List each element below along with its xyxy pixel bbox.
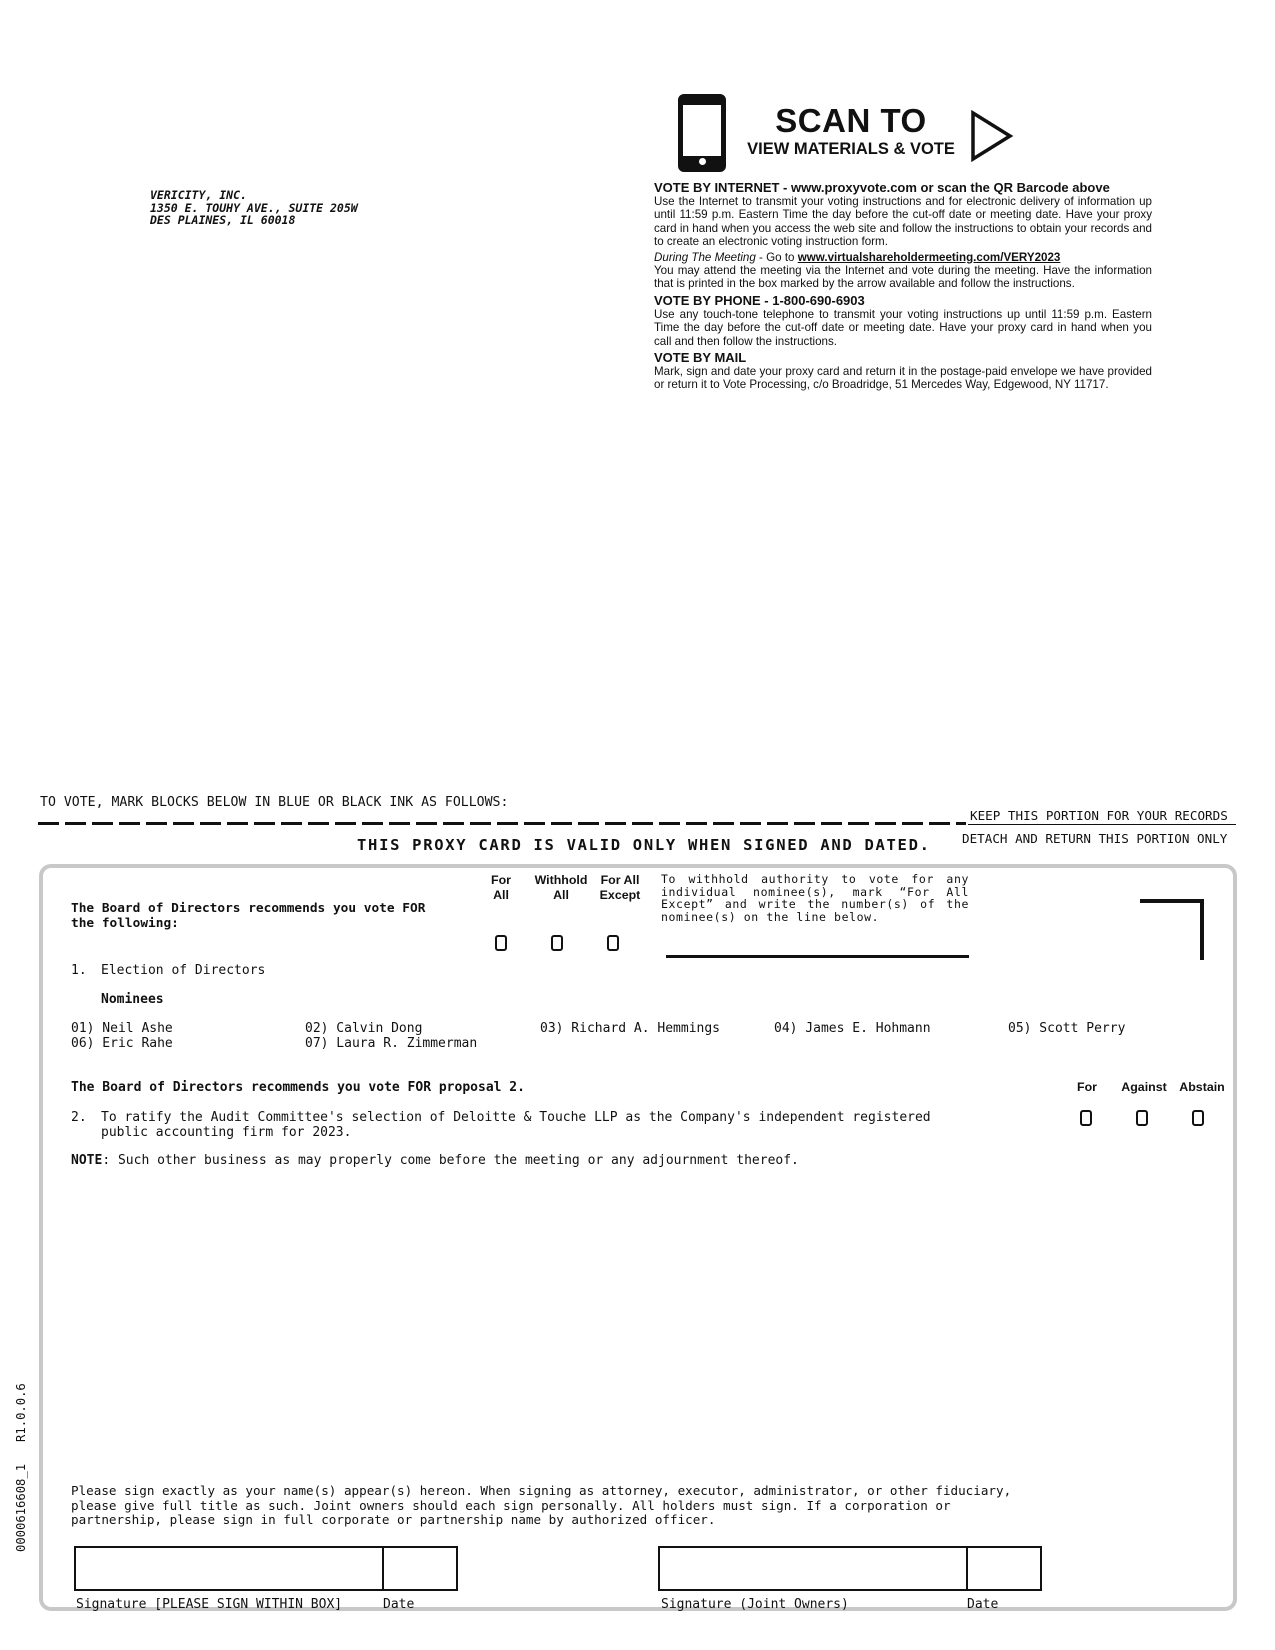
meeting-label: During The Meeting [654,250,756,264]
sign-instructions-line-1: Please sign exactly as your name(s) appear(s) hereon. When signing as attorney, executor, administrator, or other fiduciary, [71,1483,1012,1498]
col-withhold-all-header [526,873,596,902]
nominees-label: Nominees [101,992,164,1007]
joint-date-divider [966,1548,968,1589]
p2-against-checkbox[interactable] [1136,1110,1148,1126]
withhold-instructions: To withhold authority to vote for any individual nominee(s), mark “For All Except” and write the number(s) of the nominee(s) on the line below. [661,872,969,925]
keep-portion-label: KEEP THIS PORTION FOR YOUR RECORDS [970,808,1228,823]
company-address [150,189,358,227]
for-all-except-checkbox[interactable] [607,935,619,951]
signature-box[interactable] [74,1546,458,1591]
company-address-line-2: DES PLAINES, IL 60018 [150,213,296,227]
nominee-07: 07) Laura R. Zimmerman [305,1036,478,1051]
vote-instructions [654,180,1152,394]
joint-date-label: Date [967,1597,999,1612]
nominee-02: 02) Calvin Dong [305,1021,423,1036]
nominee-05: 05) Scott Perry [1008,1021,1126,1036]
nominee-03: 03) Richard A. Hemmings [540,1021,721,1036]
sign-instructions-line-3: partnership, please sign in full corporate or partnership name by authorized officer. [71,1512,716,1527]
sign-instructions [71,1484,1021,1528]
withhold-all-checkbox[interactable] [551,935,563,951]
for-all-checkbox[interactable] [495,935,507,951]
scan-title: SCAN TO [775,102,927,139]
vote-mail-text: Mark, sign and date your proxy card and return it in the postage-paid envelope we have provided or return it to Vote Processing, c/o Broadridge, 51 Mercedes Way, Edgewood, NY 11717. [654,365,1152,392]
vote-phone-text: Use any touch-tone telephone to transmit your voting instructions up until 11:59 p.m. Eastern Time the day before the cut-off date or meeting date. Have your proxy card in hand when you call and then follow the instructions. [654,307,1152,348]
vertical-document-code: 0000616608_1 R1.0.0.6 [14,1383,28,1552]
signature-label: Signature [PLEASE SIGN WITHIN BOX] [76,1597,343,1612]
note-line [71,1153,799,1168]
board-recommendation-1 [71,902,425,931]
sign-instructions-line-2: please give full title as such. Joint owners should each sign personally. All holders must sign. If a corporation or [71,1497,951,1513]
meeting-url-link[interactable]: www.virtualshareholdermeeting.com/VERY2023 [797,250,1061,264]
meeting-line [654,251,1152,264]
p2-for-checkbox[interactable] [1080,1110,1092,1126]
board-rec-1-line-a: The Board of Directors recommends you vote FOR [71,901,426,916]
item-2-text-line-1: To ratify the Audit Committee's selection of Deloitte & Touche LLP as the Company's independent registered [101,1110,931,1125]
col-for-all-line-2: All [493,887,509,902]
note-text: : Such other business as may properly come before the meeting or any adjournment thereof. [102,1153,799,1168]
joint-signature-label: Signature (Joint Owners) [661,1597,849,1612]
company-address-line-1: 1350 E. TOUHY AVE., SUITE 205W [150,200,358,215]
nominee-01: 01) Neil Ashe [71,1021,173,1036]
col-withhold-line-1: Withhold [534,873,588,887]
p2-col-abstain-header: Abstain [1179,1080,1225,1094]
board-rec-1-line-b: the following: [71,915,179,931]
proxy-valid-notice: THIS PROXY CARD IS VALID ONLY WHEN SIGNED AND DATED. [357,836,931,854]
p2-col-against-header: Against [1121,1080,1167,1094]
col-for-all-line-1: For [491,873,511,887]
board-recommendation-2: The Board of Directors recommends you vote FOR proposal 2. [71,1080,525,1095]
detach-dashed-line [38,822,966,825]
item-2-number: 2. [71,1110,87,1125]
item-2-text-line-2: public accounting firm for 2023. [101,1125,352,1140]
smartphone-icon [678,94,726,172]
col-except-line-1: For All [600,873,640,887]
play-arrow-icon [970,110,1014,162]
arrow-marked-box-corner-vertical [1200,899,1204,960]
vote-internet-text: Use the Internet to transmit your voting instructions and for electronic delivery of information up until 11:59 p.m. Eastern Time the day before the cut-off date or meeting date. Have your proxy card in hand when you access the web site and follow the instructions to obtain your records and to create an electronic voting instruction form. [654,195,1152,249]
note-label: NOTE [71,1153,103,1168]
meeting-text: You may attend the meeting via the Internet and vote during the meeting. Have the information that is printed in the box marked by the arrow available and follow the instructions. [654,264,1152,291]
meeting-goto: - Go to [755,250,798,264]
nominee-exception-line[interactable] [666,955,969,958]
col-withhold-line-2: All [553,887,569,902]
p2-abstain-checkbox[interactable] [1192,1110,1204,1126]
item-2-text [101,1110,931,1140]
arrow-marked-box-corner [1140,899,1204,903]
signature-date-divider [382,1548,384,1589]
item-1-text: Election of Directors [101,963,266,978]
col-except-line-2: Except [599,887,641,902]
date-label: Date [383,1597,415,1612]
nominee-04: 04) James E. Hohmann [774,1021,931,1036]
col-for-all-header [478,873,524,902]
joint-signature-box[interactable] [658,1546,1042,1591]
company-name: VERICITY, INC. [150,188,247,202]
item-1-number: 1. [71,963,87,978]
vote-mail-heading: VOTE BY MAIL [654,350,747,366]
p2-col-for-header: For [1077,1080,1097,1094]
vote-internet-heading: VOTE BY INTERNET - www.proxyvote.com or scan the QR Barcode above [654,180,1110,195]
vote-phone-heading: VOTE BY PHONE - 1-800-690-6903 [654,292,865,308]
detach-portion-label: DETACH AND RETURN THIS PORTION ONLY [962,831,1228,846]
col-for-all-except-header [588,873,652,902]
nominee-06: 06) Eric Rahe [71,1036,173,1051]
scan-subtitle: VIEW MATERIALS & VOTE [747,140,955,158]
to-vote-instruction: TO VOTE, MARK BLOCKS BELOW IN BLUE OR BLACK INK AS FOLLOWS: [40,795,509,810]
keep-underline [968,824,1236,825]
